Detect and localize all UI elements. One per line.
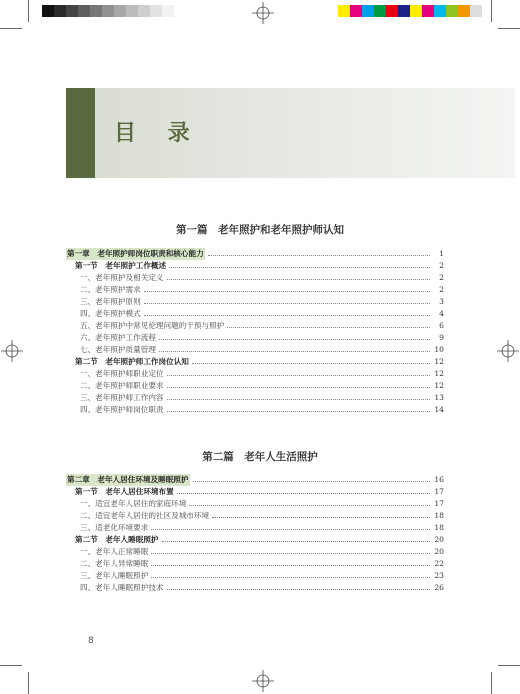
toc-entry-item[interactable] (66, 368, 444, 380)
dot-leader (167, 374, 430, 376)
part-title: 第一篇 老年照护和老年照护师认知 (176, 224, 344, 236)
grayscale-calibration-bar (42, 5, 174, 17)
toc-entry-page: 1 (439, 249, 444, 258)
calibration-swatch (162, 5, 174, 17)
calibration-swatch (398, 5, 410, 17)
dot-leader (151, 552, 430, 554)
calibration-swatch (78, 5, 90, 17)
toc-entry-label: 四、老年照护师岗位职责 (80, 405, 164, 414)
trim-mark (0, 28, 22, 29)
dot-leader (159, 338, 430, 340)
dot-leader (144, 290, 430, 292)
calibration-swatch (386, 5, 398, 17)
toc-entry-item[interactable] (66, 546, 444, 558)
toc-entry-page: 16 (434, 475, 444, 484)
calibration-swatch (54, 5, 66, 17)
dot-leader (151, 528, 430, 530)
toc-entry-label: 二、适宜老年人居住的社区及城市环境 (80, 511, 210, 520)
toc-entry-page: 6 (439, 321, 444, 330)
toc-entry-item[interactable] (66, 510, 444, 522)
dot-leader (227, 326, 430, 328)
dot-leader (177, 492, 430, 494)
dot-leader (167, 588, 430, 590)
dot-leader (159, 350, 430, 352)
toc-entry-page: 2 (439, 261, 444, 270)
trim-mark (0, 665, 22, 666)
toc-entry-page: 13 (434, 393, 444, 402)
trim-mark (491, 0, 492, 22)
calibration-swatch (338, 5, 350, 17)
toc-entry-label: 一、老年照护师职业定位 (80, 369, 164, 378)
toc-entry-page: 12 (434, 357, 444, 366)
calibration-swatch (42, 5, 54, 17)
calibration-swatch (374, 5, 386, 17)
toc-entry-item[interactable] (66, 404, 444, 416)
toc-entry-chapter[interactable] (66, 248, 444, 260)
calibration-swatch (470, 5, 482, 17)
calibration-swatch (350, 5, 362, 17)
registration-mark-top (252, 2, 274, 24)
toc-entry-label: 七、老年照护质量管理 (80, 345, 156, 354)
toc-entry-page: 14 (434, 405, 444, 414)
toc-entry-page: 12 (434, 381, 444, 390)
toc-entry-label: 三、老年照护原则 (80, 297, 141, 306)
part-title: 第二篇 老年人生活照护 (202, 451, 318, 463)
toc-entry-page: 3 (439, 297, 444, 306)
dot-leader (144, 302, 430, 304)
toc-entry-label: 第二章 老年人居住环境及睡眠照护 (67, 475, 189, 484)
calibration-swatch (102, 5, 114, 17)
toc-entry-item[interactable] (66, 320, 444, 332)
toc-entry-label: 四、老年人睡眠照护技术 (80, 583, 164, 592)
trim-mark (28, 0, 29, 22)
dot-leader (208, 254, 430, 256)
toc-entry-item[interactable] (66, 284, 444, 296)
toc-entry-section[interactable] (66, 260, 444, 272)
dot-leader (212, 516, 430, 518)
calibration-swatch (90, 5, 102, 17)
toc-entry-item[interactable] (66, 308, 444, 320)
toc-entry-item[interactable] (66, 558, 444, 570)
toc-entry-item[interactable] (66, 296, 444, 308)
toc-entry-page: 18 (434, 523, 444, 532)
dot-leader (162, 540, 430, 542)
dot-leader (144, 314, 430, 316)
toc-entry-page: 22 (434, 559, 444, 568)
registration-mark-right (497, 340, 519, 362)
toc-entry-page: 4 (439, 309, 444, 318)
toc-entry-page: 10 (434, 345, 444, 354)
toc-entry-label: 第一节 老年照护工作概述 (75, 261, 167, 270)
calibration-swatch (446, 5, 458, 17)
toc-entry-page: 18 (434, 511, 444, 520)
calibration-swatch (126, 5, 138, 17)
toc-entry-section[interactable] (66, 486, 444, 498)
toc-entry-label: 五、老年照护中常见伦理问题的干预与照护 (80, 321, 225, 330)
toc-entry-label: 二、老年人异常睡眠 (80, 559, 149, 568)
toc-entry-item[interactable] (66, 392, 444, 404)
calibration-swatch (362, 5, 374, 17)
toc-entry-page: 2 (439, 285, 444, 294)
calibration-swatch (422, 5, 434, 17)
dot-leader (192, 362, 430, 364)
dot-leader (189, 504, 430, 506)
toc-entry-page: 17 (434, 499, 444, 508)
toc-entry-item[interactable] (66, 498, 444, 510)
toc-entry-page: 23 (434, 571, 444, 580)
calibration-swatch (458, 5, 470, 17)
calibration-swatch (66, 5, 78, 17)
toc-entry-label: 一、适宜老年人居住的家庭环境 (80, 499, 187, 508)
page-title: 目 录 (114, 121, 202, 146)
toc-entry-label: 三、老年照护师工作内容 (80, 393, 164, 402)
toc-entry-label: 第二节 老年照护师工作岗位认知 (75, 357, 189, 366)
dot-leader (151, 564, 430, 566)
toc-entry-page: 20 (434, 547, 444, 556)
toc-entry-item[interactable] (66, 344, 444, 356)
color-calibration-bar (338, 5, 482, 17)
toc-entry-label: 一、老年照护及相关定义 (80, 273, 164, 282)
toc-entry-label: 六、老年照护工作流程 (80, 333, 156, 342)
trim-mark (498, 665, 520, 666)
dot-leader (169, 266, 430, 268)
trim-mark (491, 672, 492, 694)
toc-entry-section[interactable] (66, 356, 444, 368)
trim-mark (28, 672, 29, 694)
toc-list-part-2 (66, 474, 444, 594)
registration-mark-left (1, 340, 23, 362)
trim-mark (498, 28, 520, 29)
dot-leader (167, 386, 430, 388)
toc-entry-item[interactable] (66, 522, 444, 534)
dot-leader (167, 398, 430, 400)
toc-entry-label: 第一章 老年照护师岗位职责和核心能力 (67, 249, 204, 258)
calibration-swatch (138, 5, 150, 17)
toc-entry-page: 26 (434, 583, 444, 592)
registration-mark-bottom (252, 670, 274, 692)
toc-entry-label: 一、老年人正常睡眠 (80, 547, 149, 556)
dot-leader (193, 480, 431, 482)
dot-leader (151, 576, 430, 578)
calibration-swatch (434, 5, 446, 17)
toc-entry-label: 三、适老化环境要求 (80, 523, 149, 532)
toc-entry-item[interactable] (66, 582, 444, 594)
toc-entry-label: 三、老年人睡眠照护 (80, 571, 149, 580)
page-number: 8 (88, 636, 94, 646)
toc-entry-page: 12 (434, 369, 444, 378)
toc-entry-chapter[interactable] (66, 474, 444, 486)
toc-entry-label: 二、老年照护师职业要求 (80, 381, 164, 390)
toc-entry-item[interactable] (66, 380, 444, 392)
calibration-swatch (150, 5, 162, 17)
toc-entry-label: 第二节 老年人睡眠照护 (75, 535, 159, 544)
header-accent-bar (66, 88, 95, 178)
toc-entry-page: 2 (439, 273, 444, 282)
calibration-swatch (114, 5, 126, 17)
toc-entry-section[interactable] (66, 534, 444, 546)
toc-entry-page: 17 (434, 487, 444, 496)
dot-leader (167, 278, 430, 280)
toc-entry-label: 二、老年照护需求 (80, 285, 141, 294)
toc-entry-item[interactable] (66, 570, 444, 582)
toc-list-part-1 (66, 248, 444, 416)
toc-entry-label: 第一节 老年人居住环境布置 (75, 487, 174, 496)
toc-entry-page: 20 (434, 535, 444, 544)
toc-entry-item[interactable] (66, 332, 444, 344)
dot-leader (167, 410, 430, 412)
toc-entry-page: 9 (439, 333, 444, 342)
toc-entry-item[interactable] (66, 272, 444, 284)
toc-entry-label: 四、老年照护模式 (80, 309, 141, 318)
calibration-swatch (410, 5, 422, 17)
